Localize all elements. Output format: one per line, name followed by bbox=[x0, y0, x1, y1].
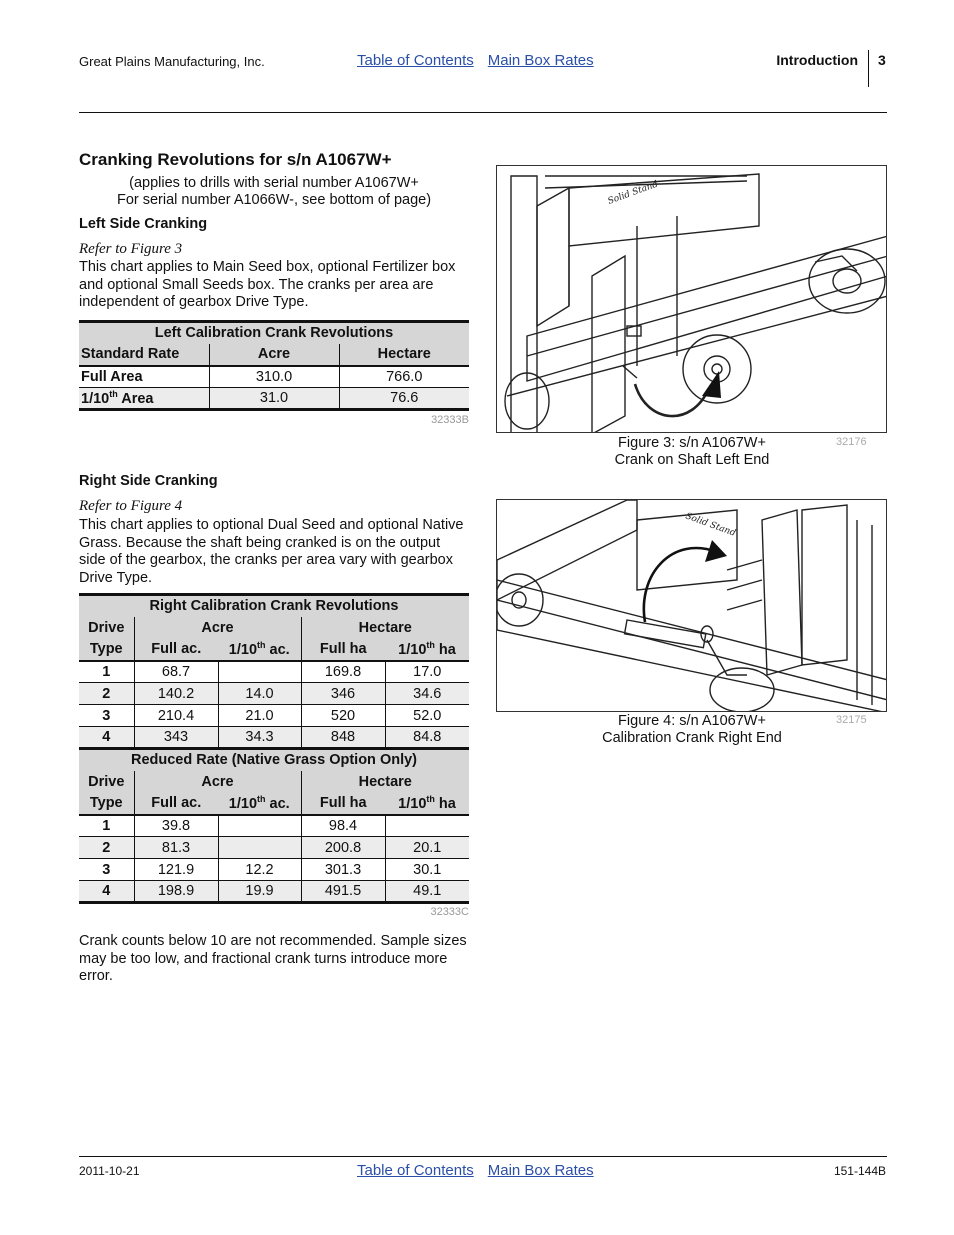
cell-hectare: 76.6 bbox=[339, 388, 469, 410]
cell-full-ac: 81.3 bbox=[134, 837, 218, 859]
col-header-tenth-ha: 1/10th ha bbox=[385, 639, 469, 661]
figure-3-caption-line-2: Crank on Shaft Left End bbox=[614, 452, 770, 468]
cell-tenth-ac: 12.2 bbox=[218, 859, 301, 881]
table-row bbox=[79, 837, 469, 859]
row-label-sup: th bbox=[109, 389, 118, 400]
row-label: Full Area bbox=[81, 368, 143, 385]
right-side-heading: Right Side Cranking bbox=[79, 473, 218, 489]
footer-link-toc[interactable]: Table of Contents bbox=[357, 1162, 474, 1179]
footer-date: 2011-10-21 bbox=[79, 1164, 140, 1178]
cell-tenth-ac bbox=[218, 837, 301, 859]
left-table-header: Acre bbox=[209, 344, 339, 366]
header-link-toc[interactable]: Table of Contents bbox=[357, 52, 474, 69]
col-header-tenth-ha: 1/10th ha bbox=[385, 793, 469, 815]
figure-3-image bbox=[496, 165, 887, 433]
right-table-code: 32333C bbox=[430, 906, 469, 918]
cell-drive-type: 2 bbox=[79, 683, 134, 705]
left-table-header: Standard Rate bbox=[79, 344, 209, 366]
cell-full-ha: 346 bbox=[301, 683, 385, 705]
col-header-hectare: Hectare bbox=[301, 771, 469, 793]
figure-4-image bbox=[496, 499, 887, 712]
table-row bbox=[79, 881, 469, 903]
col-header-hectare: Hectare bbox=[301, 617, 469, 639]
cell-tenth-ha bbox=[385, 815, 469, 837]
applies-line-1: (applies to drills with serial number A1067W+ bbox=[129, 175, 419, 191]
right-side-text: This chart applies to optional Dual Seed and optional Native Grass. Because the shaft being cranked is on the output side of the gearbox, the cranks per area vary with gearbox Drive Type. bbox=[79, 517, 464, 586]
cell-full-ha: 301.3 bbox=[301, 859, 385, 881]
figure-3-brand: Solid Stand bbox=[606, 179, 660, 207]
figure-4-caption-line-2: Calibration Crank Right End bbox=[602, 730, 782, 746]
cell-drive-type: 3 bbox=[79, 705, 134, 727]
footer-link-main-box-rates[interactable]: Main Box Rates bbox=[487, 1162, 594, 1179]
header-divider bbox=[868, 50, 869, 87]
cell-full-ac: 121.9 bbox=[134, 859, 218, 881]
cell-tenth-ac: 34.3 bbox=[218, 727, 301, 749]
left-side-text: This chart applies to Main Seed box, optional Fertilizer box and optional Small Seeds box. The cranks per area are independent of gearbox Drive Type. bbox=[79, 259, 456, 310]
cell-full-ac: 39.8 bbox=[134, 815, 218, 837]
right-side-ref: Refer to Figure 4 bbox=[79, 498, 183, 514]
figure-4-code: 32175 bbox=[836, 714, 867, 726]
figure-3-caption bbox=[572, 435, 812, 469]
table-row bbox=[79, 705, 469, 727]
left-table-title: Left Calibration Crank Revolutions bbox=[79, 322, 469, 344]
cell-tenth-ac: 14.0 bbox=[218, 683, 301, 705]
col-header-full-ha: Full ha bbox=[301, 639, 385, 661]
cell-full-ha: 169.8 bbox=[301, 661, 385, 683]
col-header-drive: Drive bbox=[79, 771, 134, 793]
col-header-tenth-ac: 1/10th ac. bbox=[218, 639, 301, 661]
cell-acre: 310.0 bbox=[209, 366, 339, 388]
right-crank-table bbox=[79, 593, 469, 918]
cell-hectare: 766.0 bbox=[339, 366, 469, 388]
cell-tenth-ha: 17.0 bbox=[385, 661, 469, 683]
footer-doc-number: 151-144B bbox=[833, 1164, 886, 1178]
col-header-full-ac: Full ac. bbox=[134, 639, 218, 661]
figure-3-drawing bbox=[497, 166, 887, 433]
table-row bbox=[79, 683, 469, 705]
cell-full-ac: 68.7 bbox=[134, 661, 218, 683]
header-links bbox=[357, 52, 608, 69]
cell-drive-type: 1 bbox=[79, 661, 134, 683]
figure-3-code: 32176 bbox=[836, 436, 867, 448]
cell-tenth-ha: 20.1 bbox=[385, 837, 469, 859]
header-company: Great Plains Manufacturing, Inc. bbox=[79, 54, 265, 69]
col-header-type: Type bbox=[79, 639, 134, 661]
footer-links bbox=[357, 1162, 608, 1179]
left-table-header: Hectare bbox=[339, 344, 469, 366]
cell-drive-type: 3 bbox=[79, 859, 134, 881]
cell-tenth-ha: 52.0 bbox=[385, 705, 469, 727]
figure-4-drawing bbox=[497, 500, 887, 712]
cell-tenth-ac bbox=[218, 815, 301, 837]
cell-tenth-ha: 34.6 bbox=[385, 683, 469, 705]
cell-full-ha: 200.8 bbox=[301, 837, 385, 859]
reduced-rate-title: Reduced Rate (Native Grass Option Only) bbox=[79, 749, 469, 771]
page-title: Cranking Revolutions for s/n A1067W+ bbox=[79, 150, 392, 169]
table-row bbox=[79, 815, 469, 837]
cell-tenth-ac: 19.9 bbox=[218, 881, 301, 903]
cell-drive-type: 1 bbox=[79, 815, 134, 837]
cell-drive-type: 4 bbox=[79, 881, 134, 903]
left-side-ref: Refer to Figure 3 bbox=[79, 241, 183, 257]
cell-tenth-ha: 49.1 bbox=[385, 881, 469, 903]
col-header-full-ac: Full ac. bbox=[134, 793, 218, 815]
left-crank-table bbox=[79, 320, 469, 426]
cell-tenth-ac bbox=[218, 661, 301, 683]
row-label-tail: Area bbox=[117, 390, 154, 407]
header-section: Introduction bbox=[776, 52, 858, 68]
table-row bbox=[79, 388, 469, 410]
col-header-tenth-ac: 1/10th ac. bbox=[218, 793, 301, 815]
row-label: 1/10 bbox=[81, 390, 110, 407]
header-link-main-box-rates[interactable]: Main Box Rates bbox=[487, 52, 594, 69]
col-header-type: Type bbox=[79, 793, 134, 815]
crank-count-note: Crank counts below 10 are not recommended. Sample sizes may be too low, and fractional crank turns introduce more error. bbox=[79, 933, 467, 984]
cell-acre: 31.0 bbox=[209, 388, 339, 410]
right-table-title: Right Calibration Crank Revolutions bbox=[79, 595, 469, 617]
col-header-drive: Drive bbox=[79, 617, 134, 639]
col-header-full-ha: Full ha bbox=[301, 793, 385, 815]
applies-line-2: For serial number A1066W-, see bottom of page) bbox=[116, 192, 432, 208]
figure-4-caption bbox=[572, 713, 812, 747]
left-side-heading: Left Side Cranking bbox=[79, 216, 208, 232]
col-header-acre: Acre bbox=[134, 617, 301, 639]
header-rule bbox=[79, 112, 887, 113]
cell-full-ha: 520 bbox=[301, 705, 385, 727]
cell-full-ac: 343 bbox=[134, 727, 218, 749]
table-row bbox=[79, 727, 469, 749]
cell-full-ac: 140.2 bbox=[134, 683, 218, 705]
cell-full-ha: 98.4 bbox=[301, 815, 385, 837]
cell-full-ha: 848 bbox=[301, 727, 385, 749]
col-header-acre: Acre bbox=[134, 771, 301, 793]
cell-full-ha: 491.5 bbox=[301, 881, 385, 903]
footer-rule bbox=[79, 1156, 887, 1157]
cell-tenth-ha: 84.8 bbox=[385, 727, 469, 749]
table-row bbox=[79, 661, 469, 683]
cell-drive-type: 4 bbox=[79, 727, 134, 749]
applies-note bbox=[79, 175, 469, 209]
cell-full-ac: 198.9 bbox=[134, 881, 218, 903]
page-number: 3 bbox=[878, 52, 886, 68]
figure-4-brand: Solid Stand bbox=[683, 511, 737, 539]
cell-full-ac: 210.4 bbox=[134, 705, 218, 727]
table-row bbox=[79, 859, 469, 881]
figure-4-caption-line-1: Figure 4: s/n A1067W+ bbox=[618, 713, 766, 729]
left-table-code: 32333B bbox=[431, 414, 469, 426]
figure-3-caption-line-1: Figure 3: s/n A1067W+ bbox=[618, 435, 766, 451]
cell-tenth-ha: 30.1 bbox=[385, 859, 469, 881]
cell-drive-type: 2 bbox=[79, 837, 134, 859]
cell-tenth-ac: 21.0 bbox=[218, 705, 301, 727]
table-row bbox=[79, 366, 469, 388]
